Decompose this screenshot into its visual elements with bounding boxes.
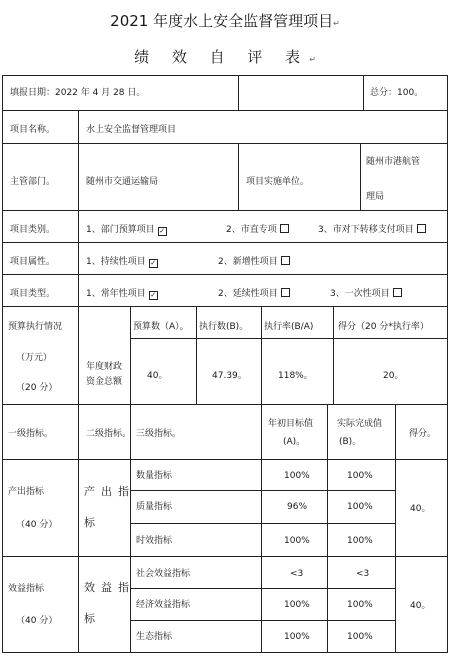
- grid-line: [130, 404, 131, 653]
- budget-label-line3: （20 分）: [16, 383, 58, 393]
- form-subtitle-text: 绩 效 自 评 表: [134, 48, 310, 66]
- group-benefit-level1-line2: （40 分）: [16, 616, 58, 626]
- group-output-score: 40。: [410, 504, 431, 514]
- type-option-1: 1、常年性项目 ✓: [86, 289, 157, 299]
- row-target: 100%: [284, 536, 310, 546]
- budget-header-exec: 执行数(B)。: [199, 322, 249, 332]
- form-title: [0, 10, 450, 31]
- row-target: 96%: [287, 502, 308, 512]
- row-name: 数量指标: [136, 471, 173, 481]
- grid-line: [78, 404, 79, 653]
- type-option-2: 2、延续性项目: [218, 288, 290, 300]
- row-target: 100%: [284, 632, 310, 642]
- grid-line: [2, 75, 3, 653]
- grid-line: [130, 556, 395, 557]
- header-level3: 三级指标。: [136, 429, 182, 439]
- group-benefit-level2-line2: 标: [84, 612, 101, 625]
- group-output-level2-line1: 产出指: [84, 485, 135, 498]
- grid-line: [2, 143, 447, 144]
- row-name: 质量指标: [136, 502, 173, 512]
- dept-value: 随州市交通运输局: [86, 177, 159, 187]
- grid-line: [2, 110, 447, 111]
- budget-score-value: 20。: [383, 371, 404, 381]
- grid-line: [2, 459, 447, 460]
- grid-line: [78, 210, 79, 306]
- row-actual: 100%: [347, 632, 373, 642]
- header-score: 得分。: [409, 429, 437, 439]
- grid-line: [78, 143, 79, 210]
- grid-line: [2, 306, 447, 307]
- budget-row-label-line1: 年度财政: [86, 362, 123, 372]
- budget-header-budget: 预算数（A）。: [133, 322, 189, 332]
- rate-value: 118%。: [278, 371, 313, 381]
- budget-header-rate: 执行率(B/A): [264, 322, 314, 332]
- row-name: 生态指标: [136, 632, 173, 642]
- checkbox[interactable]: [417, 224, 426, 233]
- grid-line: [130, 620, 395, 621]
- budget-label-line1: 预算执行情况: [8, 322, 63, 332]
- grid-line: [78, 306, 79, 404]
- row-target: 100%: [284, 471, 310, 481]
- checkbox[interactable]: [281, 288, 290, 297]
- grid-line: [2, 210, 447, 211]
- checkbox[interactable]: [280, 224, 289, 233]
- grid-line: [2, 75, 447, 76]
- total-score: 总分：100。: [370, 88, 424, 98]
- row-name: 经济效益指标: [136, 600, 191, 610]
- form-subtitle: [0, 46, 450, 67]
- checkbox[interactable]: ✓: [150, 259, 157, 267]
- row-actual: 100%: [347, 471, 373, 481]
- attribute-option-1: 1、持续性项目 ✓: [86, 257, 157, 267]
- grid-line: [196, 306, 197, 404]
- category-option-3: 3、市对下转移支付项目: [318, 224, 426, 236]
- paragraph-mark: ↵: [333, 19, 340, 28]
- header-actual-line2: (B)。: [339, 437, 362, 447]
- grid-line: [2, 242, 447, 243]
- category-option-1: 1、部门预算项目 ✓: [86, 225, 166, 235]
- impl-value-line2: 理局: [366, 192, 385, 202]
- budget-header-score: 得分（20 分*执行率）: [338, 322, 429, 332]
- grid-line: [363, 75, 364, 110]
- type-label: 项目类型。: [10, 289, 56, 299]
- grid-line: [238, 143, 239, 210]
- grid-line: [130, 490, 395, 491]
- grid-line: [78, 110, 79, 143]
- impl-label: 项目实施单位。: [246, 177, 310, 187]
- grid-line: [333, 306, 334, 404]
- header-level1: 一级指标。: [8, 429, 54, 439]
- grid-line: [130, 523, 395, 524]
- row-actual: 100%: [347, 502, 373, 512]
- checkbox[interactable]: [281, 256, 290, 265]
- group-output-level2-line2: 标: [84, 516, 101, 529]
- group-output-level1-line1: 产出指标: [8, 487, 45, 497]
- row-name: 社会效益指标: [136, 569, 191, 579]
- header-target-line1: 年初目标值: [268, 419, 314, 429]
- paragraph-mark: ↵: [309, 55, 316, 64]
- type-option-3: 3、一次性项目: [330, 288, 402, 300]
- group-benefit-score: 40。: [410, 601, 431, 611]
- project-name-label: 项目名称。: [10, 125, 56, 135]
- row-target: 100%: [284, 600, 310, 610]
- group-benefit-level2-line1: 效益指: [84, 581, 135, 594]
- dept-label: 主管部门。: [10, 177, 56, 187]
- grid-line: [447, 75, 448, 653]
- category-label: 项目类别。: [10, 225, 56, 235]
- checkbox[interactable]: ✓: [159, 227, 166, 235]
- grid-line: [130, 306, 131, 404]
- header-actual-line1: 实际完成值: [337, 419, 383, 429]
- row-actual: 100%: [347, 600, 373, 610]
- header-target-line2: (A)。: [283, 437, 306, 447]
- group-benefit-level1-line1: 效益指标: [8, 584, 45, 594]
- budget-label-line2: （万元）: [16, 353, 53, 363]
- checkbox[interactable]: ✓: [150, 291, 157, 299]
- grid-line: [2, 274, 447, 275]
- grid-line: [130, 588, 395, 589]
- row-target: <3: [290, 569, 304, 579]
- category-option-2: 2、市直专项: [226, 224, 289, 236]
- grid-line: [261, 404, 262, 653]
- grid-line: [261, 306, 262, 404]
- row-actual: 100%: [347, 536, 373, 546]
- grid-line: [360, 143, 361, 210]
- project-name-value: 水上安全监督管理项目: [86, 125, 177, 135]
- checkbox[interactable]: [393, 288, 402, 297]
- budget-value: 40。: [147, 371, 168, 381]
- grid-line: [2, 652, 447, 653]
- attribute-option-2: 2、新增性项目: [218, 256, 290, 268]
- exec-value: 47.39。: [212, 371, 247, 381]
- impl-value-line1: 随州市港航管: [366, 157, 421, 167]
- form-title-text: 2021 年度水上安全监督管理项目: [110, 12, 334, 30]
- grid-line: [395, 404, 396, 653]
- grid-line: [327, 404, 328, 653]
- group-output-level1-line2: （40 分）: [16, 520, 58, 530]
- grid-line: [130, 338, 447, 339]
- budget-row-label-line2: 资金总额: [86, 377, 123, 387]
- grid-line: [238, 75, 239, 110]
- row-actual: <3: [356, 569, 370, 579]
- header-level2: 二级指标。: [86, 429, 132, 439]
- grid-line: [2, 404, 447, 405]
- fill-date-label: 填报日期：2022 年 4 月 28 日。: [10, 88, 146, 98]
- attribute-label: 项目属性。: [10, 257, 56, 267]
- row-name: 时效指标: [136, 536, 173, 546]
